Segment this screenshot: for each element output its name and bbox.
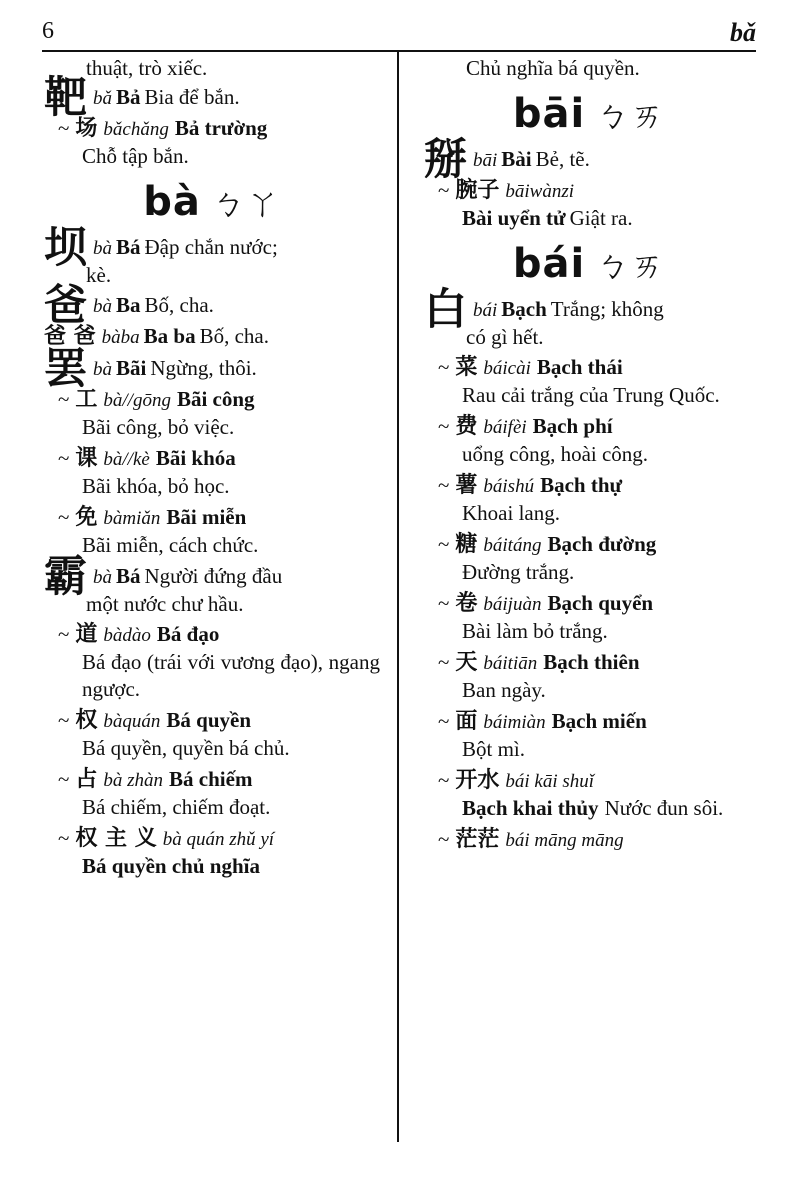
column-divider xyxy=(397,52,399,1142)
compound-baquanzhuyi xyxy=(44,825,380,880)
tilde: ~ xyxy=(438,591,450,615)
compound-sino-viet: Bạch quyển xyxy=(547,591,654,615)
compound-pinyin: báijuàn xyxy=(483,594,542,615)
tilde: ~ xyxy=(58,505,70,529)
entry-bai1 xyxy=(424,135,754,185)
headword-han: 霸 xyxy=(44,552,87,602)
compound-han: 费 xyxy=(455,414,478,439)
compound-definition: Rau cải trắng của Trung Quốc. xyxy=(462,383,720,407)
compound-sino-viet: Bãi miễn xyxy=(166,505,247,529)
headword-definition: Người đứng đầu xyxy=(144,564,283,588)
running-head: bǎ xyxy=(730,18,756,47)
tilde: ~ xyxy=(438,178,450,202)
syllable-pinyin: bà xyxy=(143,179,201,225)
tilde: ~ xyxy=(438,768,450,792)
headword-pinyin: bà xyxy=(93,359,112,380)
compound-pinyin: bái māng māng xyxy=(505,830,624,851)
headword-definition: Ngừng, thôi. xyxy=(150,356,257,380)
compound-pinyin: bǎchǎng xyxy=(103,119,169,140)
compound-baitang xyxy=(424,531,754,586)
compound-han: 权 xyxy=(75,708,98,733)
headword-sino-viet: Bãi xyxy=(116,356,147,380)
compound-han: 免 xyxy=(75,505,98,530)
compound-han: 开水 xyxy=(455,768,500,793)
compound-sino-viet: Bả trường xyxy=(174,116,268,140)
syllable-heading-bai2 xyxy=(424,240,754,290)
compound-pinyin: bà zhàn xyxy=(103,770,164,791)
headword-han: 掰 xyxy=(424,135,467,185)
compound-definition: Đường trắng. xyxy=(462,560,575,584)
compound-definition: Bá quyền, quyền bá chủ. xyxy=(82,736,290,760)
tilde: ~ xyxy=(58,116,70,140)
entry-baba xyxy=(44,323,380,351)
compound-baijuan xyxy=(424,590,754,645)
syllable-heading-ba4 xyxy=(44,178,380,228)
headword-pinyin: bǎ xyxy=(93,88,112,109)
continuation-text: Chủ nghĩa bá quyền. xyxy=(466,56,640,80)
compound-sino-viet: Bá đạo xyxy=(156,622,220,646)
compound-sino-viet: Bãi công xyxy=(176,387,255,411)
compound-definition: uổng công, hoài công. xyxy=(462,442,649,466)
compound-definition: Bãi công, bỏ việc. xyxy=(82,415,235,439)
compound-baimangmang xyxy=(424,826,754,854)
compound-sino-viet: Bãi khóa xyxy=(155,446,236,470)
syllable-bopomofo: ㄅㄚ xyxy=(210,184,281,224)
compound-han: 工 xyxy=(75,387,98,412)
compound-han: 天 xyxy=(455,650,478,675)
entry-ba4-dam xyxy=(44,223,380,289)
compound-definition: Chỗ tập bắn. xyxy=(82,144,189,168)
entry-sino-viet: Ba ba xyxy=(143,324,196,348)
tilde: ~ xyxy=(438,414,450,438)
syllable-bopomofo: ㄅㄞ xyxy=(595,246,666,286)
compound-pinyin: bà//kè xyxy=(103,449,150,470)
compound-definition: Khoai lang. xyxy=(462,501,560,525)
compound-pinyin: báitáng xyxy=(483,535,542,556)
compound-bachang xyxy=(44,115,380,170)
headword-han: 坝 xyxy=(44,223,87,273)
compound-han: 课 xyxy=(75,446,98,471)
syllable-pinyin: bāi xyxy=(512,91,586,137)
entry-han: 爸 爸 xyxy=(44,324,96,349)
compound-definition: Bài làm bỏ trắng. xyxy=(462,619,608,643)
compound-bagong xyxy=(44,386,380,441)
compound-badao xyxy=(44,621,380,703)
compound-definition: Nước đun sôi. xyxy=(604,796,724,820)
compound-definition: Bá đạo (trái với vương đạo), ngang ngược. xyxy=(82,650,380,701)
compound-baimian xyxy=(424,708,754,763)
compound-han: 面 xyxy=(455,709,478,734)
compound-han: 薯 xyxy=(455,473,478,498)
entry-ba4-father xyxy=(44,281,380,331)
compound-sino-viet: Bạch thái xyxy=(536,355,623,379)
headword-sino-viet: Bá xyxy=(116,235,141,259)
compound-sino-viet: Bạch miến xyxy=(551,709,647,733)
headword-han: 白 xyxy=(424,285,467,335)
syllable-heading-bai1 xyxy=(424,90,754,140)
tilde: ~ xyxy=(438,473,450,497)
headword-pinyin: bái xyxy=(473,300,498,321)
compound-definition: Bãi khóa, bỏ học. xyxy=(82,474,230,498)
compound-pinyin: báitiān xyxy=(483,653,538,674)
headword-han: 爸 xyxy=(44,281,87,331)
headword-sino-viet: Ba xyxy=(116,293,141,317)
compound-pinyin: báishú xyxy=(483,476,535,497)
headword-pinyin: bà xyxy=(93,296,112,317)
compound-han: 权 主 义 xyxy=(75,826,157,851)
compound-han: 菜 xyxy=(455,355,478,380)
tilde: ~ xyxy=(438,355,450,379)
definition-continuation: một nước chư hầu. xyxy=(86,592,244,616)
headword-sino-viet: Bài xyxy=(501,147,532,171)
compound-pinyin: bàquán xyxy=(103,711,161,732)
tilde: ~ xyxy=(438,709,450,733)
compound-baicai xyxy=(424,354,754,409)
compound-pinyin: báicài xyxy=(483,358,531,379)
headword-definition: Bẻ, tẽ. xyxy=(535,147,590,171)
tilde: ~ xyxy=(58,826,70,850)
compound-baitian xyxy=(424,649,754,704)
compound-han: 茫茫 xyxy=(455,827,500,852)
entry-definition: Bố, cha. xyxy=(199,324,270,348)
entry-ba3 xyxy=(44,73,380,123)
tilde: ~ xyxy=(438,650,450,674)
compound-definition: Bột mì. xyxy=(462,737,526,761)
tilde: ~ xyxy=(58,708,70,732)
entry-pinyin: bàba xyxy=(101,327,140,348)
compound-baikaishui xyxy=(424,767,754,822)
headword-definition: Bia để bắn. xyxy=(144,85,240,109)
headword-definition: Bố, cha. xyxy=(144,293,214,317)
compound-definition: Ban ngày. xyxy=(462,678,546,702)
compound-han: 场 xyxy=(75,116,98,141)
compound-pinyin: bàmiǎn xyxy=(103,508,161,529)
compound-han: 占 xyxy=(75,767,98,792)
right-column xyxy=(424,55,754,858)
compound-sino-viet: Bạch khai thủy xyxy=(462,796,599,820)
compound-pinyin: bàdào xyxy=(103,625,151,646)
headword-sino-viet: Bả xyxy=(116,85,141,109)
compound-han: 腕子 xyxy=(455,178,500,203)
page-number: 6 xyxy=(42,18,54,44)
compound-pinyin: báimiàn xyxy=(483,712,546,733)
headword-pinyin: bà xyxy=(93,238,112,259)
headword-han: 靶 xyxy=(44,73,87,123)
continuation-text: thuật, trò xiếc. xyxy=(86,56,208,80)
compound-han: 糖 xyxy=(455,532,478,557)
compound-definition: Giật ra. xyxy=(569,206,633,230)
headword-han: 罢 xyxy=(44,344,87,394)
compound-pinyin: bà//gōng xyxy=(103,390,171,411)
compound-bazhan xyxy=(44,766,380,821)
compound-baifei xyxy=(424,413,754,468)
header-rule xyxy=(42,50,756,52)
entry-ba4-stop xyxy=(44,344,380,394)
compound-definition: Bãi miễn, cách chức. xyxy=(82,533,259,557)
compound-bake xyxy=(44,445,380,500)
compound-sino-viet: Bạch thiên xyxy=(543,650,640,674)
entry-bai2 xyxy=(424,285,754,351)
headword-sino-viet: Bá xyxy=(116,564,141,588)
compound-sino-viet: Bá quyền chủ nghĩa xyxy=(82,854,260,878)
compound-bamian xyxy=(44,504,380,559)
compound-definition: Bá chiếm, chiếm đoạt. xyxy=(82,795,271,819)
compound-sino-viet: Bạch đường xyxy=(547,532,657,556)
compound-sino-viet: Bạch thự xyxy=(540,473,623,497)
tilde: ~ xyxy=(438,532,450,556)
tilde: ~ xyxy=(58,622,70,646)
compound-pinyin: bái kāi shuǐ xyxy=(505,771,595,792)
headword-pinyin: bāi xyxy=(473,150,498,171)
tilde: ~ xyxy=(58,446,70,470)
headword-definition: Đập chắn nước; xyxy=(144,235,278,259)
compound-baquan xyxy=(44,707,380,762)
headword-definition: Trắng; không xyxy=(550,297,664,321)
compound-han: 道 xyxy=(75,622,98,647)
compound-pinyin: báifèi xyxy=(483,417,527,438)
syllable-bopomofo: ㄅㄞ xyxy=(595,96,666,136)
definition-continuation: có gì hết. xyxy=(466,325,544,349)
compound-sino-viet: Bá chiếm xyxy=(169,767,253,791)
tilde: ~ xyxy=(58,767,70,791)
compound-sino-viet: Bạch phí xyxy=(532,414,613,438)
compound-baishu xyxy=(424,472,754,527)
definition-continuation: kè. xyxy=(86,263,112,287)
compound-sino-viet: Bá quyền xyxy=(166,708,252,732)
left-column xyxy=(44,55,380,884)
tilde: ~ xyxy=(438,827,450,851)
compound-pinyin: bāiwànzi xyxy=(505,181,575,202)
compound-sino-viet: Bài uyển tử xyxy=(462,206,566,230)
syllable-pinyin: bái xyxy=(512,241,586,287)
headword-sino-viet: Bạch xyxy=(501,297,547,321)
tilde: ~ xyxy=(58,387,70,411)
compound-baiwanzi xyxy=(424,177,754,232)
compound-pinyin: bà quán zhǔ yí xyxy=(162,829,275,850)
entry-ba4-hegemon xyxy=(44,552,380,618)
compound-han: 卷 xyxy=(455,591,478,616)
headword-pinyin: bà xyxy=(93,567,112,588)
